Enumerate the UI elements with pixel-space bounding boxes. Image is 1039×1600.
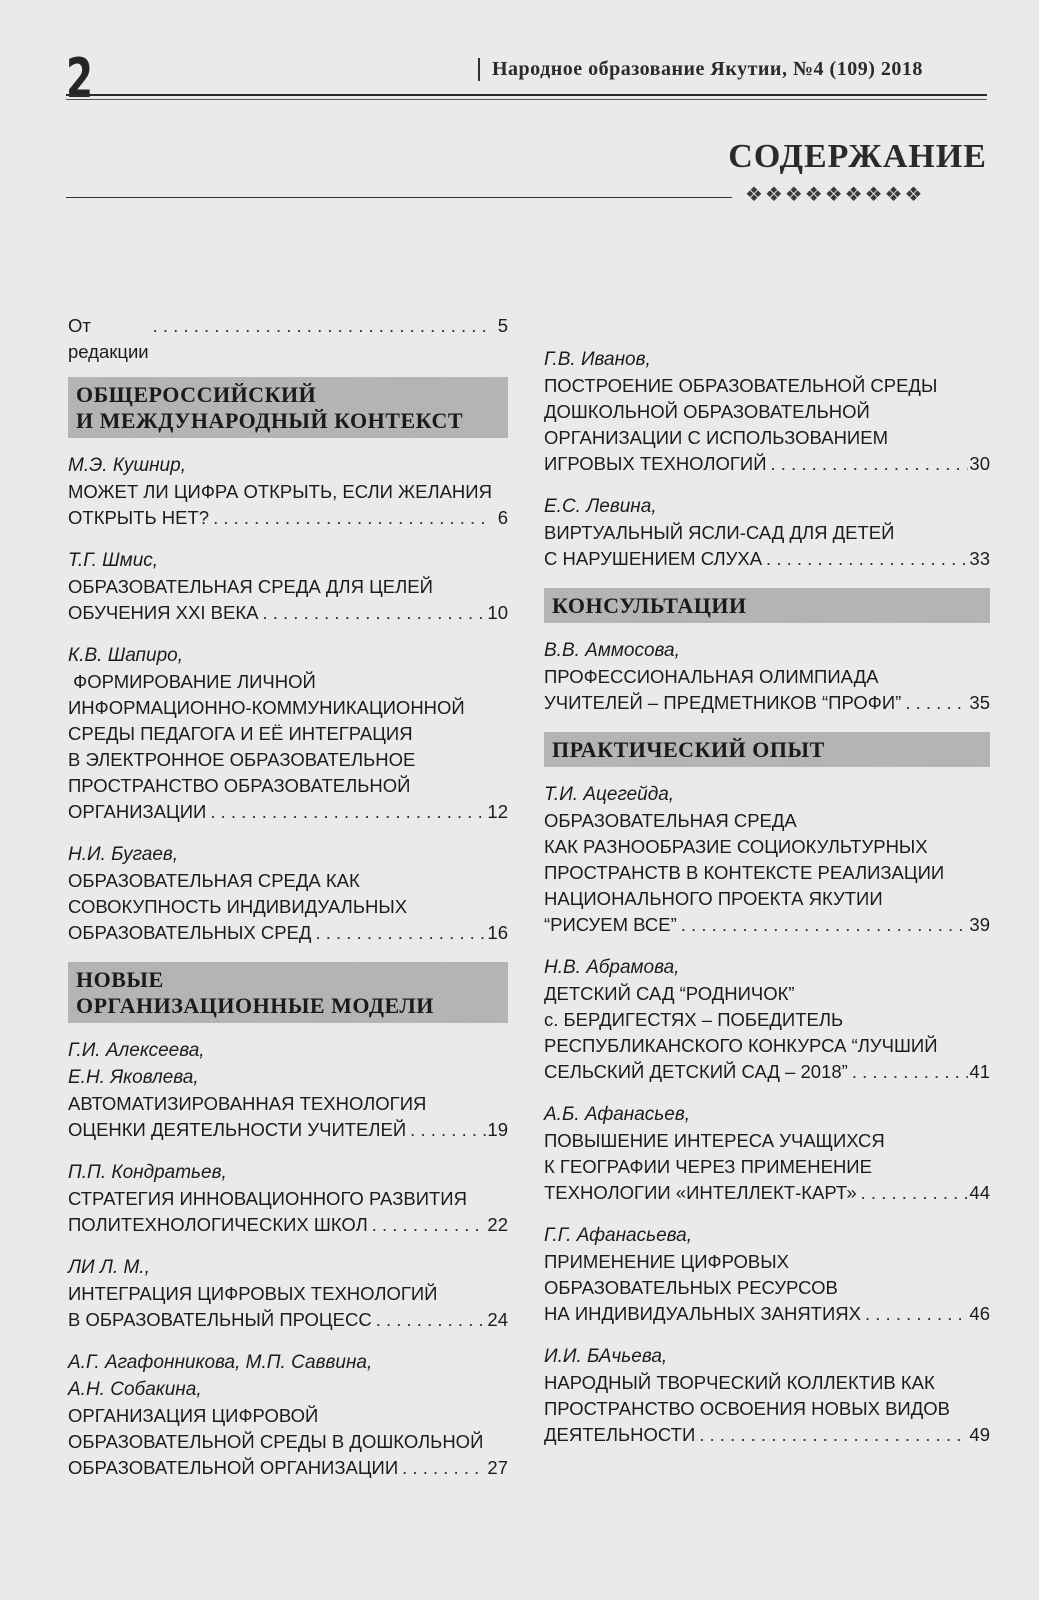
contents-heading: СОДЕРЖАНИЕ [728,138,987,175]
toc-entry[interactable] [68,1159,508,1238]
toc-entry-title: ОБРАЗОВАТЕЛЬНЫХ СРЕД [68,922,312,943]
toc-entry-title: ОЦЕНКИ ДЕЯТЕЛЬНОСТИ УЧИТЕЛЕЙ [68,1119,407,1140]
toc-entry-title: ИНТЕГРАЦИЯ ЦИФРОВЫХ ТЕХНОЛОГИЙ [68,1283,438,1304]
toc-entry-last-line [68,799,508,825]
toc-entry-title: ТЕХНОЛОГИИ «ИНТЕЛЛЕКТ-КАРТ» [544,1182,857,1203]
toc-entry-title: НА ИНДИВИДУАЛЬНЫХ ЗАНЯТИЯХ [544,1303,861,1324]
toc-entry-author: И.И. БАчьева, [544,1346,668,1367]
toc-page-number: 44 [969,1182,990,1203]
toc-page-number: 16 [487,922,508,943]
section-heading-line: ОБЩЕРОССИЙСКИЙ [76,382,317,407]
toc-entry-title: ОБРАЗОВАТЕЛЬНАЯ СРЕДА [544,810,797,831]
toc-entry-title: ПРОСТРАНСТВО ОБРАЗОВАТЕЛЬНОЙ [68,775,411,796]
section-heading-line: НОВЫЕ [76,967,164,992]
toc-entry-last-line [544,546,990,572]
toc-entry-title: ПОСТРОЕНИЕ ОБРАЗОВАТЕЛЬНОЙ СРЕДЫ [544,375,938,396]
toc-entry-author: Е.Н. Яковлева, [68,1067,199,1088]
toc-page-number: 35 [969,692,990,713]
toc-page-number: 33 [969,548,990,569]
toc-entry-title: ПОЛИТЕХНОЛОГИЧЕСКИХ ШКОЛ [68,1214,368,1235]
toc-entry-last-line [544,1301,990,1327]
toc-entry[interactable] [544,1101,990,1206]
toc-entry-title: УЧИТЕЛЕЙ – ПРЕДМЕТНИКОВ “ПРОФИ” [544,692,902,713]
toc-entry[interactable] [544,954,990,1085]
toc-entry-title: В ОБРАЗОВАТЕЛЬНЫЙ ПРОЦЕСС [68,1309,372,1330]
leader-dots [258,600,486,626]
toc-entry-title: ОБРАЗОВАТЕЛЬНАЯ СРЕДА КАК [68,870,360,891]
page-number: 2 [66,47,94,110]
toc-entry-last-line [544,1180,990,1206]
toc-entry[interactable] [68,841,508,946]
toc-entry-author: Т.И. Ацегейда, [544,784,675,805]
toc-page-number: 22 [487,1214,508,1235]
section-heading [68,377,508,438]
leader-dots [695,1422,968,1448]
toc-entry-last-line [544,1059,990,1085]
toc-page-number: 24 [487,1309,508,1330]
toc-page-number: 27 [487,1457,508,1478]
toc-entry-title: с. БЕРДИГЕСТЯХ – ПОБЕДИТЕЛЬ [544,1009,844,1030]
toc-entry-title: ОРГАНИЗАЦИИ С ИСПОЛЬЗОВАНИЕМ [544,427,888,448]
toc-entry-last-line [68,1455,508,1481]
toc-entry-title: ПРОСТРАНСТВО ОСВОЕНИЯ НОВЫХ ВИДОВ [544,1398,950,1419]
toc-entry[interactable] [544,1343,990,1448]
toc-entry[interactable] [68,547,508,626]
toc-entry-title: ОБРАЗОВАТЕЛЬНОЙ ОРГАНИЗАЦИИ [68,1457,399,1478]
toc-entry-title: ВИРТУАЛЬНЫЙ ЯСЛИ-САД ДЛЯ ДЕТЕЙ [544,522,895,543]
toc-entry-title: К ГЕОГРАФИИ ЧЕРЕЗ ПРИМЕНЕНИЕ [544,1156,872,1177]
leader-dots [406,1117,486,1143]
toc-entry-title: АВТОМАТИЗИРОВАННАЯ ТЕХНОЛОГИЯ [68,1093,427,1114]
section-heading [544,588,990,623]
toc-entry-title: СРЕДЫ ПЕДАГОГА И ЕЁ ИНТЕГРАЦИЯ [68,723,413,744]
toc-page-number: 10 [487,602,508,623]
toc-entry-author: В.В. Аммосова, [544,640,680,661]
toc-entry-title: РЕСПУБЛИКАНСКОГО КОНКУРСА “ЛУЧШИЙ [544,1035,938,1056]
toc-entry-title: ИГРОВЫХ ТЕХНОЛОГИЙ [544,453,767,474]
toc-entry-title: ОБРАЗОВАТЕЛЬНЫХ РЕСУРСОВ [544,1277,838,1298]
toc-entry-title: ДЕТСКИЙ САД “РОДНИЧОК” [544,983,795,1004]
toc-page-number: 39 [969,914,990,935]
toc-entry-title: МОЖЕТ ЛИ ЦИФРА ОТКРЫТЬ, ЕСЛИ ЖЕЛАНИЯ [68,481,492,502]
toc-page-number: 49 [969,1424,990,1445]
leader-dots [762,546,968,572]
toc-entry-last-line [68,920,508,946]
toc-entry[interactable] [68,452,508,531]
journal-title: Народное образование Якутии, №4 (109) 2018 [478,58,1002,81]
leader-dots [901,690,968,716]
section-heading-line: И МЕЖДУНАРОДНЫЙ КОНТЕКСТ [76,408,464,433]
toc-entry-title: ОБУЧЕНИЯ XXI ВЕКА [68,602,259,623]
toc-entry-last-line [68,1117,508,1143]
toc-entry-title: ДОШКОЛЬНОЙ ОБРАЗОВАТЕЛЬНОЙ [544,401,870,422]
toc-entry[interactable] [68,642,508,825]
leader-dots [861,1301,968,1327]
contents-rule [66,197,732,198]
toc-entry-author: П.П. Кондратьев, [68,1162,227,1183]
toc-entry-author: Е.С. Левина, [544,496,657,517]
toc-entry[interactable] [544,1222,990,1327]
toc-page-number: 12 [487,801,508,822]
leader-dots [209,505,486,531]
leader-dots [149,313,486,365]
section-heading-line: КОНСУЛЬТАЦИИ [552,593,747,618]
toc-entry-author: А.Б. Афанасьев, [544,1104,691,1125]
toc-entry[interactable] [544,637,990,716]
toc-entry-title: От редакции [68,315,149,362]
toc-entry-last-line [544,690,990,716]
section-heading [544,732,990,767]
toc-entry-author: Н.В. Абрамова, [544,957,680,978]
toc-entry-author: ЛИ Л. М., [68,1257,150,1278]
toc-entry[interactable] [544,493,990,572]
toc-entry-title: ПРИМЕНЕНИЕ ЦИФРОВЫХ [544,1251,789,1272]
toc-entry-author: А.Г. Агафонникова, М.П. Саввина, [68,1352,373,1373]
leader-dots [206,799,486,825]
diamond-ornament-icon: ❖❖❖❖❖❖❖❖❖ [745,182,925,206]
toc-page-number: 6 [497,507,508,528]
toc-entry-title: ОТКРЫТЬ НЕТ? [68,507,210,528]
toc-entry-last-line [544,1422,990,1448]
toc-entry-title: ФОРМИРОВАНИЕ ЛИЧНОЙ [68,671,316,692]
toc-entry-title: С НАРУШЕНИЕМ СЛУХА [544,548,763,569]
leader-dots [677,912,968,938]
toc-entry-title: ПОВЫШЕНИЕ ИНТЕРЕСА УЧАЩИХСЯ [544,1130,885,1151]
toc-entry-last-line [68,505,508,531]
left-column [68,313,508,1497]
toc-entry-title: СЕЛЬСКИЙ ДЕТСКИЙ САД – 2018” [544,1061,848,1082]
section-heading-line: ПРАКТИЧЕСКИЙ ОПЫТ [552,737,825,762]
section-heading-line: ОРГАНИЗАЦИОННЫЕ МОДЕЛИ [76,993,434,1018]
toc-page-number: 41 [969,1061,990,1082]
leader-dots [372,1307,486,1333]
toc-entry-title: ОБРАЗОВАТЕЛЬНАЯ СРЕДА ДЛЯ ЦЕЛЕЙ [68,576,433,597]
toc-page-number: 19 [487,1119,508,1140]
toc-entry-title: ОБРАЗОВАТЕЛЬНОЙ СРЕДЫ В ДОШКОЛЬНОЙ [68,1431,484,1452]
header-rule-thin [66,99,987,100]
toc-entry[interactable] [544,781,990,938]
toc-entry-author: Н.И. Бугаев, [68,844,179,865]
toc-entry[interactable] [544,346,990,477]
header-rule [66,94,987,96]
toc-entry-last-line [68,1212,508,1238]
toc-entry-title: КАК РАЗНООБРАЗИЕ СОЦИОКУЛЬТУРНЫХ [544,836,928,857]
toc-entry-last-line [68,1307,508,1333]
leader-dots [368,1212,486,1238]
toc-entry-author: Г.И. Алексеева, [68,1040,205,1061]
toc-entry-author: Г.В. Иванов, [544,349,651,370]
toc-entry-title: СТРАТЕГИЯ ИННОВАЦИОННОГО РАЗВИТИЯ [68,1188,467,1209]
toc-page-number: 30 [969,453,990,474]
toc-entry-title: ОРГАНИЗАЦИИ [68,801,207,822]
leader-dots [398,1455,486,1481]
toc-entry-author: Т.Г. Шмис, [68,550,159,571]
toc-page-number: 46 [969,1303,990,1324]
toc-entry-author: К.В. Шапиро, [68,645,183,666]
toc-entry-title: “РИСУЕМ ВСЕ” [544,914,677,935]
leader-dots [767,451,969,477]
toc-entry-author: М.Э. Кушнир, [68,455,186,476]
toc-entry-last-line [544,912,990,938]
section-heading [68,962,508,1023]
right-column [544,346,990,1464]
leader-dots [857,1180,968,1206]
toc-entry-author: А.Н. Собакина, [68,1379,202,1400]
toc-entry-title: ПРОСТРАНСТВ В КОНТЕКСТЕ РЕАЛИЗАЦИИ [544,862,945,883]
toc-entry-title: ПРОФЕССИОНАЛЬНАЯ ОЛИМПИАДА [544,666,879,687]
toc-entry-editorial[interactable] [68,313,508,365]
toc-entry-title: В ЭЛЕКТРОННОЕ ОБРАЗОВАТЕЛЬНОЕ [68,749,416,770]
toc-entry[interactable] [68,1349,508,1481]
toc-entry-last-line [544,451,990,477]
toc-entry-title: ДЕЯТЕЛЬНОСТИ [544,1424,696,1445]
toc-entry[interactable] [68,1037,508,1143]
toc-entry-author: Г.Г. Афанасьева, [544,1225,693,1246]
leader-dots [848,1059,968,1085]
toc-entry-title: ИНФОРМАЦИОННО-КОММУНИКАЦИОННОЙ [68,697,465,718]
toc-entry[interactable] [68,1254,508,1333]
toc-entry-title: ОРГАНИЗАЦИЯ ЦИФРОВОЙ [68,1405,319,1426]
toc-entry-last-line [68,600,508,626]
leader-dots [311,920,486,946]
toc-page-number: 5 [497,315,508,336]
toc-entry-title: НАЦИОНАЛЬНОГО ПРОЕКТА ЯКУТИИ [544,888,883,909]
toc-entry-title: СОВОКУПНОСТЬ ИНДИВИДУАЛЬНЫХ [68,896,408,917]
toc-entry-title: НАРОДНЫЙ ТВОРЧЕСКИЙ КОЛЛЕКТИВ КАК [544,1372,935,1393]
